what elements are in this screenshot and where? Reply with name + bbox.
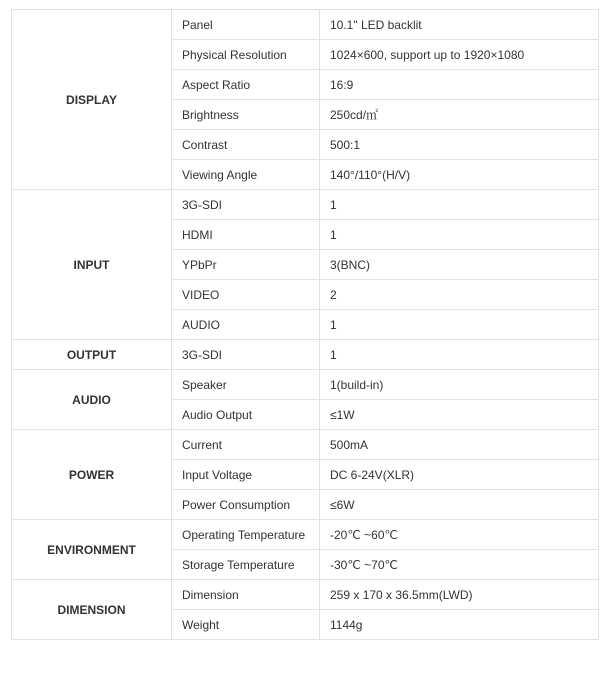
group-name-cell: OUTPUT — [12, 340, 172, 370]
spec-value-cell: 1144g — [320, 610, 599, 640]
spec-value-cell: 250cd/㎡ — [320, 100, 599, 130]
group-name-cell: AUDIO — [12, 370, 172, 430]
spec-table-container — [11, 9, 599, 640]
spec-value-cell: 16:9 — [320, 70, 599, 100]
spec-value-cell: 1 — [320, 220, 599, 250]
spec-label-cell: Input Voltage — [172, 460, 320, 490]
spec-label-cell: YPbPr — [172, 250, 320, 280]
spec-value-cell: 140°/110°(H/V) — [320, 160, 599, 190]
spec-label-cell: Power Consumption — [172, 490, 320, 520]
table-row — [12, 10, 599, 40]
table-row — [12, 580, 599, 610]
spec-value-cell: ≤6W — [320, 490, 599, 520]
spec-label-cell: Speaker — [172, 370, 320, 400]
spec-label-cell: VIDEO — [172, 280, 320, 310]
spec-value-cell: 3(BNC) — [320, 250, 599, 280]
spec-label-cell: Dimension — [172, 580, 320, 610]
spec-label-cell: HDMI — [172, 220, 320, 250]
spec-label-cell: Contrast — [172, 130, 320, 160]
spec-label-cell: Current — [172, 430, 320, 460]
spec-label-cell: Brightness — [172, 100, 320, 130]
spec-value-cell: DC 6-24V(XLR) — [320, 460, 599, 490]
spec-label-cell: Viewing Angle — [172, 160, 320, 190]
table-row — [12, 430, 599, 460]
table-row — [12, 370, 599, 400]
spec-value-cell: 2 — [320, 280, 599, 310]
spec-label-cell: Weight — [172, 610, 320, 640]
table-row — [12, 340, 599, 370]
spec-value-cell: 1(build-in) — [320, 370, 599, 400]
spec-label-cell: 3G-SDI — [172, 340, 320, 370]
spec-label-cell: Physical Resolution — [172, 40, 320, 70]
spec-value-cell: 500:1 — [320, 130, 599, 160]
spec-label-cell: 3G-SDI — [172, 190, 320, 220]
spec-value-cell: 1 — [320, 340, 599, 370]
spec-value-cell: 10.1" LED backlit — [320, 10, 599, 40]
spec-label-cell: Panel — [172, 10, 320, 40]
spec-value-cell: 1 — [320, 190, 599, 220]
spec-value-cell: 1024×600, support up to 1920×1080 — [320, 40, 599, 70]
table-row — [12, 520, 599, 550]
spec-value-cell: 259 x 170 x 36.5mm(LWD) — [320, 580, 599, 610]
spec-table-body — [12, 10, 599, 640]
group-name-cell: DIMENSION — [12, 580, 172, 640]
spec-value-cell: -30℃ ~70℃ — [320, 550, 599, 580]
spec-value-cell: 1 — [320, 310, 599, 340]
group-name-cell: POWER — [12, 430, 172, 520]
group-name-cell: ENVIRONMENT — [12, 520, 172, 580]
spec-label-cell: AUDIO — [172, 310, 320, 340]
table-row — [12, 190, 599, 220]
spec-value-cell: 500mA — [320, 430, 599, 460]
group-name-cell: INPUT — [12, 190, 172, 340]
spec-label-cell: Operating Temperature — [172, 520, 320, 550]
group-name-cell: DISPLAY — [12, 10, 172, 190]
spec-label-cell: Aspect Ratio — [172, 70, 320, 100]
spec-value-cell: -20℃ ~60℃ — [320, 520, 599, 550]
spec-label-cell: Audio Output — [172, 400, 320, 430]
spec-value-cell: ≤1W — [320, 400, 599, 430]
spec-table — [11, 9, 599, 640]
spec-label-cell: Storage Temperature — [172, 550, 320, 580]
